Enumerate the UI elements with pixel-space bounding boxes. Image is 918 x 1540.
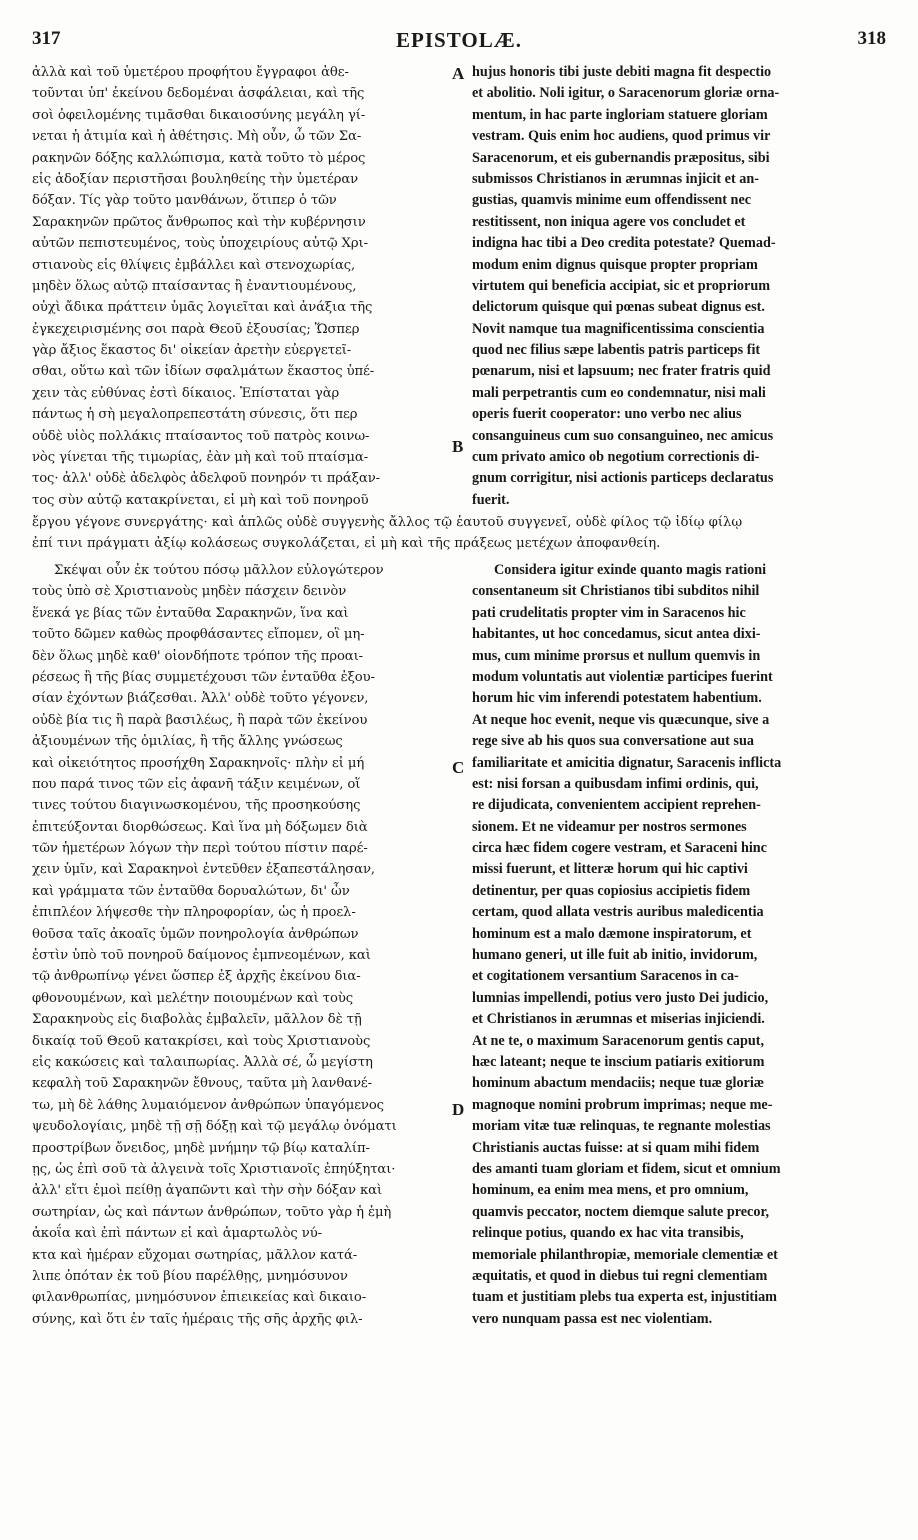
latin-text-line: familiaritate et amicitia dignatur, Saracenis inflicta bbox=[472, 754, 782, 771]
greek-text-line: Σκέψαι οὖν ἐκ τούτου πόσῳ μᾶλλον εὐλογώτερον bbox=[54, 563, 384, 578]
greek-column-bottom bbox=[32, 560, 450, 1330]
latin-text-line: indigna hac tibi a Deo credita potestate? Quemad- bbox=[472, 235, 776, 252]
greek-text-line: σοὶ ὀφειλομένης τιμᾶσθαι δικαιοσύνης μεγάλη γί- bbox=[32, 107, 366, 123]
greek-text-line: οὐχὶ ἄδικα πράττειν ὑμᾶς λογιεῖται καὶ ἀνάξια τῆς bbox=[32, 300, 373, 316]
latin-text-line: gustias, quamvis minime eum offendissent nec bbox=[472, 192, 752, 209]
greek-text-line: εἰς κακώσεις καὶ ταλαιπωρίας. Ἀλλὰ σέ, ὦ μεγίστη bbox=[32, 1054, 373, 1070]
greek-text-line: τῷ ἀνθρωπίνῳ γένει ὥσπερ ἐξ ἀρχῆς ἐκείνου δια- bbox=[32, 969, 361, 985]
latin-text-line: At ne te, o maximum Saracenorum gentis caput, bbox=[472, 1032, 764, 1049]
latin-text-line: hujus honoris tibi juste debiti magna fit despectio bbox=[472, 64, 772, 80]
latin-text-line: Novit namque tua magnificentissima conscientia bbox=[472, 320, 765, 337]
greek-text-line: φθονουμένων, καὶ μελέτην ποιουμένων καὶ τοὺς bbox=[32, 990, 354, 1006]
greek-text-line: ψευδολογίαις, μηδὲ τῇ σῇ δόξῃ καὶ τῷ μεγάλῳ ὀνόματι bbox=[32, 1119, 397, 1135]
greek-text-line: ῃς, ὡς ἐπὶ σοῦ τὰ ἀλγεινὰ τοῖς Χριστιανοῖς ἐπηύξηται· bbox=[32, 1161, 396, 1177]
greek-text-line: οὐδὲ υἱὸς πολλάκις πταίσαντος τοῦ πατρὸς κοινω- bbox=[32, 428, 370, 444]
section-marker-b: B bbox=[452, 437, 464, 456]
latin-text-line: humano generi, ut ille fuit ab initio, invidorum, bbox=[472, 947, 758, 964]
greek-text-line: τῶν ἡμετέρων λόγων τὴν περὶ τούτου πίστιν παρέ- bbox=[32, 841, 368, 857]
page-header bbox=[32, 28, 886, 54]
latin-text-line: relinque potius, quando ex hac vita transibis, bbox=[472, 1225, 744, 1242]
greek-text-line: ἐπιτεύξονται διορθώσεως. Καὶ ἵνα μὴ δόξωμεν διὰ bbox=[32, 819, 368, 835]
section-marker-a: A bbox=[452, 64, 465, 83]
latin-text-line: missi fuerunt, et litteræ horum qui hic captivi bbox=[472, 861, 748, 878]
greek-text-line: χειν τὰς εὐθύνας ἐστὶ δίκαιος. Ἐπίσταται γὰρ bbox=[32, 385, 340, 401]
latin-text-line: hominum abactum mendaciis; neque tuæ gloriæ bbox=[472, 1075, 765, 1092]
latin-text-line: vestram. Quis enim hoc audiens, quod primus vir bbox=[472, 128, 771, 145]
page-number-right: 318 bbox=[857, 28, 886, 49]
greek-text-line: οὐδὲ βία τις ἢ παρὰ βασιλέως, ἢ παρὰ τῶν ἐκείνου bbox=[32, 712, 368, 728]
section-marker-c: C bbox=[452, 758, 465, 777]
latin-text-line: magnoque nomini probrum imprimas; neque me- bbox=[472, 1096, 773, 1113]
latin-text-line: At neque hoc evenit, neque vis quæcunque, sive a bbox=[472, 711, 770, 728]
greek-column-top bbox=[32, 62, 450, 511]
latin-text-line: virtutem qui beneficia accipiat, sic et propriorum bbox=[472, 277, 771, 294]
latin-text-line: cum privato amico ob negotium correctionis di- bbox=[472, 449, 760, 466]
latin-text-line: fuerit. bbox=[472, 491, 510, 508]
page-number-left: 317 bbox=[32, 28, 61, 49]
greek-text-line: πάντως ἡ σὴ μεγαλοπρεπεστάτη σύνεσις, ὅτι περ bbox=[32, 407, 358, 423]
latin-text-line: moriam vitæ tuæ relinquas, te regnante molestias bbox=[472, 1118, 771, 1135]
latin-text-line: circa hæc fidem cogere vestram, et Saraceni hinc bbox=[472, 840, 767, 857]
greek-text-line: χειν ὑμῖν, καὶ Σαρακηνοὶ ἐντεῦθεν ἐξαπεστάλησαν, bbox=[32, 862, 375, 878]
greek-text-line: ρακηνῶν δόξης καλλώπισμα, κατὰ τοῦτο τὸ μέρος bbox=[32, 150, 366, 166]
greek-text-line: ρέσεως ἢ τῆς βίας συμμετέχουσι τῶν ἐνταῦθα ἐξου- bbox=[32, 669, 375, 685]
latin-text-line: Saracenorum, et eis gubernandis præpositus, sibi bbox=[472, 149, 770, 166]
greek-text-line: τοῦνται ὑπ' ἐκείνου δεδομέναι ἀσφάλειαι, καὶ τῆς bbox=[32, 86, 365, 102]
latin-text-line: delictorum quisque qui pœnas subeat dignus est. bbox=[472, 299, 765, 316]
latin-text-line: submissos Christianos in ærumnas injicit et an- bbox=[472, 170, 759, 187]
latin-text-line: mus, cum minime prorsus et nullum quemvis in bbox=[472, 647, 761, 664]
latin-text-line: modum enim dignus quisque propter propriam bbox=[472, 256, 758, 273]
full-width-text-line: ἐπί τινι πράγματι ἀξίῳ κολάσεως συγκολάζεται, εἰ μὴ καὶ τῆς πράξεως μετέχων ἀποφανθείη. bbox=[32, 536, 661, 552]
greek-text-line: σίαν ἐχόντων βιάζεσθαι. Ἀλλ' οὐδὲ τοῦτο γέγονεν, bbox=[32, 691, 369, 707]
latin-text-line: consentaneum sit Christianos tibi subditos nihil bbox=[472, 583, 760, 600]
greek-text-line: φιλανθρωπίας, μνημόσυνον ἐπιεικείας καὶ δικαιο- bbox=[32, 1290, 367, 1306]
greek-text-line: νὸς γίνεται τῆς τιμωρίας, ἐὰν μὴ καὶ τοῦ πταίσμα- bbox=[32, 450, 369, 466]
greek-text-line: σθαι, οὕτω καὶ τῶν ἰδίων σφαλμάτων ἕκαστος ὑπέ- bbox=[32, 364, 375, 380]
latin-text-line: est: nisi forsan a quibusdam infimi ordinis, qui, bbox=[472, 775, 759, 792]
greek-text-line: τος σὺν αὐτῷ κατακρίνεται, εἰ μὴ καὶ τοῦ πονηροῦ bbox=[32, 492, 369, 508]
greek-text-line: δόξαν. Τίς γὰρ τοῦτο μανθάνων, ὅτιπερ ὁ τῶν bbox=[32, 193, 337, 209]
greek-text-line: ἀκοΐα καὶ ἐπὶ πάντων εἰ καὶ ἁμαρτωλὸς νύ- bbox=[32, 1226, 322, 1242]
latin-text-line: quamvis peccator, noctem diemque salute precor, bbox=[472, 1203, 769, 1220]
greek-text-line: καὶ οἰκειότητος προσήχθη Σαρακηνοῖς· πλὴν εἰ μή bbox=[32, 755, 365, 771]
section-marker-d: D bbox=[452, 1100, 465, 1119]
latin-text-line: mali perpetrantis cum eo condemnatur, nisi mali bbox=[472, 384, 766, 401]
latin-text-line: horum hic vim inferendi potestatem habentium. bbox=[472, 690, 762, 707]
greek-text-line: κτα καὶ ἡμέραν εὔχομαι σωτηρίας, μᾶλλον κατά- bbox=[32, 1247, 358, 1263]
latin-text-line: habitantes, ut hoc concedamus, sicut antea dixi- bbox=[472, 626, 761, 643]
latin-text-line: des amanti tuam gloriam et fidem, sicut et omnium bbox=[472, 1160, 781, 1177]
greek-text-line: ἕνεκά γε βίας τῶν ἐνταῦθα Σαρακηνῶν, ἵνα καὶ bbox=[32, 605, 349, 621]
greek-text-line: ἀλλ' εἴτι ἐμοὶ πείθῃ ἀγαπῶντι καὶ τὴν σὴν δόξαν καὶ bbox=[32, 1183, 383, 1199]
greek-text-line: στιανοὺς εἰς θλίψεις ἐμβάλλει καὶ στενοχωρίας, bbox=[32, 257, 356, 273]
latin-text-line: restitissent, non iniqua agere vos concludet et bbox=[472, 213, 746, 230]
greek-text-line: Σαρακηνῶν πρῶτος ἄνθρωπος καὶ τὴν κυβέρνησιν bbox=[32, 214, 366, 230]
latin-column-top bbox=[472, 62, 886, 511]
greek-text-line: κεφαλὴ τοῦ Σαρακηνῶν ἔθνους, ταῦτα μὴ λανθανέ- bbox=[32, 1076, 372, 1092]
greek-text-line: που παρά τινος τῶν εἰς ἀφανῆ τάξιν κειμένων, οἵ bbox=[32, 776, 361, 792]
greek-text-line: γὰρ ἄξιος ἕκαστος δι' οἰκείαν ἀρετὴν εὐεργετεῖ- bbox=[32, 343, 352, 359]
greek-text-line: λιπε ὁπόταν ἐκ τοῦ βίου παρέλθῃς, μνημόσυνον bbox=[32, 1268, 348, 1284]
latin-text-line: pœnarum, nisi et lapsuum; nec frater fratris quid bbox=[472, 363, 771, 380]
full-width-text-line: ἔργου γέγονε συνεργάτης· καὶ ἁπλῶς οὐδὲ συγγενὴς ἄλλος τῷ ἑαυτοῦ συγγενεῖ, οὐδὲ φίλος τῷ ἰδίῳ φίλῳ bbox=[32, 515, 743, 530]
latin-text-line: et Christianos in ærumnas et miserias injiciendi. bbox=[472, 1011, 765, 1028]
greek-text-line: προστρίβων ὄνειδος, μηδὲ μνήμην τῷ βίῳ καταλίπ- bbox=[32, 1140, 370, 1156]
greek-text-line: ἐγκεχειρισμένης σοι παρὰ Θεοῦ ἐξουσίας; Ὥσπερ bbox=[32, 321, 360, 337]
latin-text-line: modum voluntatis aut violentiæ participes fuerint bbox=[472, 668, 773, 685]
greek-text-line: ἐστὶν ὑπὸ τοῦ πονηροῦ δαίμονος ἐμπνεομένων, καὶ bbox=[32, 948, 371, 964]
latin-text-line: tuam et justitiam plebs tua experta est, injustitiam bbox=[472, 1289, 778, 1306]
greek-text-line: ἀλλὰ καὶ τοῦ ὑμετέρου προφήτου ἔγγραφοι ἀθε- bbox=[32, 65, 349, 80]
latin-text-line: et abolitio. Noli igitur, o Saracenorum gloriæ orna- bbox=[472, 85, 780, 102]
greek-text-line: μηδὲν ὅλως αὐτῷ πταίσαντας ἢ ἐναντιουμένους, bbox=[32, 278, 357, 294]
latin-text-line: Considera igitur exinde quanto magis rationi bbox=[494, 562, 767, 578]
greek-text-line: νεται ἡ ἀτιμία καὶ ἡ ἀθέτησις. Μὴ οὖν, ὦ τῶν Σα- bbox=[32, 129, 362, 145]
greek-text-line: ἐπιπλέον λήψεσθε τὴν πληροφορίαν, ὡς ἡ προελ- bbox=[32, 905, 356, 921]
greek-text-line: τοὺς ὑπὸ σὲ Χριστιανοὺς μηδὲν πάσχειν δεινὸν bbox=[32, 584, 347, 600]
greek-text-line: θοῦσα ταῖς ἀκοαῖς ὑμῶν πονηρολογία ἀνθρώπων bbox=[32, 926, 359, 942]
greek-text-line: τος· ἀλλ' οὐδὲ ἀδελφὸς ἀδελφοῦ πονηρόν τι πράξαν- bbox=[32, 471, 380, 487]
latin-text-line: operis fuerit cooperator: uno verbo nec alius bbox=[472, 406, 742, 423]
greek-text-line: τω, μὴ δὲ λάθης λυμαιόμενον ἀνθρώπων ὑπαγόμενος bbox=[32, 1097, 384, 1113]
greek-text-line: σωτηρίαν, ὡς καὶ πάντων ἀνθρώπων, τοῦτο γὰρ ἡ ἐμὴ bbox=[32, 1204, 392, 1220]
latin-text-line: æquitatis, et quod in diebus tui regni clementiam bbox=[472, 1267, 768, 1284]
latin-text-line: mentum, in hac parte ingloriam statuere gloriam bbox=[472, 106, 768, 123]
greek-text-line: καὶ γράμματα τῶν ἐνταῦθα δορυαλώτων, δι' ὧν bbox=[32, 883, 350, 899]
latin-text-line: gnum corrigitur, nisi actionis particeps declaratus bbox=[472, 470, 774, 487]
latin-text-line: hominum, ea enim mea mens, et pro omnium, bbox=[472, 1182, 749, 1199]
latin-text-line: re dijudicata, convenientem accipient reprehen- bbox=[472, 797, 761, 814]
running-title: EPISTOLÆ. bbox=[396, 28, 522, 52]
full-width-lines bbox=[32, 512, 886, 555]
greek-text-line: σύνης, καὶ ὅτι ἐν ταῖς ἡμέραις τῆς σῆς ἀρχῆς φιλ- bbox=[32, 1311, 363, 1327]
latin-text-line: Christianis auctas fuisse: at si quam mihi fidem bbox=[472, 1139, 760, 1156]
greek-text-line: τοῦτο δῶμεν καθὼς προφθάσαντες εἴπομεν, οἳ μη- bbox=[32, 627, 365, 643]
greek-text-line: εἰς ἀδοξίαν περιστῆσαι βουληθείης τὴν ὑμετέραν bbox=[32, 171, 359, 187]
latin-text-line: certam, quod allata vestris auribus maledicentia bbox=[472, 904, 764, 921]
latin-text-line: rege sive ab his quos sua conversatione aut sua bbox=[472, 733, 754, 750]
latin-text-line: et cogitationem versantium Saracenos in ca- bbox=[472, 968, 739, 985]
latin-text-line: hominum est a malo dæmone inspiratorum, et bbox=[472, 925, 752, 942]
latin-text-line: vero nunquam passa est nec violentiam. bbox=[472, 1310, 713, 1327]
latin-text-line: lumnias impellendi, potius vero justo Dei judicio, bbox=[472, 989, 769, 1006]
greek-text-line: Σαρακηνοὺς εἰς διαβολὰς ἐμβαλεῖν, μᾶλλον δὲ τῇ bbox=[32, 1012, 362, 1028]
greek-text-line: δικαίᾳ τοῦ Θεοῦ κατακρίσει, καὶ τοὺς Χριστιανοὺς bbox=[32, 1033, 371, 1049]
latin-text-line: pati crudelitatis propter vim in Saracenos hic bbox=[472, 604, 746, 621]
latin-text-line: hæc lateant; neque te inscium patiaris exitiorum bbox=[472, 1053, 765, 1070]
greek-text-line: ἀξιουμένων τῆς ὁμιλίας, ἢ τῆς ἄλλης γνώσεως bbox=[32, 734, 343, 750]
greek-text-line: αὐτῶν πεπιστευμένος, τοὺς ὑποχειρίους αὐτῷ Χρι- bbox=[32, 236, 368, 252]
latin-text-line: quod nec filius sæpe labentis patris particeps fit bbox=[472, 342, 761, 359]
latin-text-line: detinentur, per quas copiosius accipietis fidem bbox=[472, 882, 751, 899]
latin-text-line: sionem. Et ne videamur per nostros sermones bbox=[472, 818, 747, 835]
greek-text-line: τινες τούτου διαγινωσκομένου, τῆς προσηκούσης bbox=[32, 798, 361, 814]
latin-text-line: consanguineus cum suo consanguineo, nec amicus bbox=[472, 427, 774, 444]
greek-text-line: δὲν ὅλως μηδὲ καθ' οἱονδήποτε τρόπον τῆς προαι- bbox=[32, 648, 364, 664]
latin-text-line: memoriale philanthropiæ, memoriale clementiæ et bbox=[472, 1246, 778, 1263]
latin-column-bottom bbox=[472, 560, 886, 1330]
